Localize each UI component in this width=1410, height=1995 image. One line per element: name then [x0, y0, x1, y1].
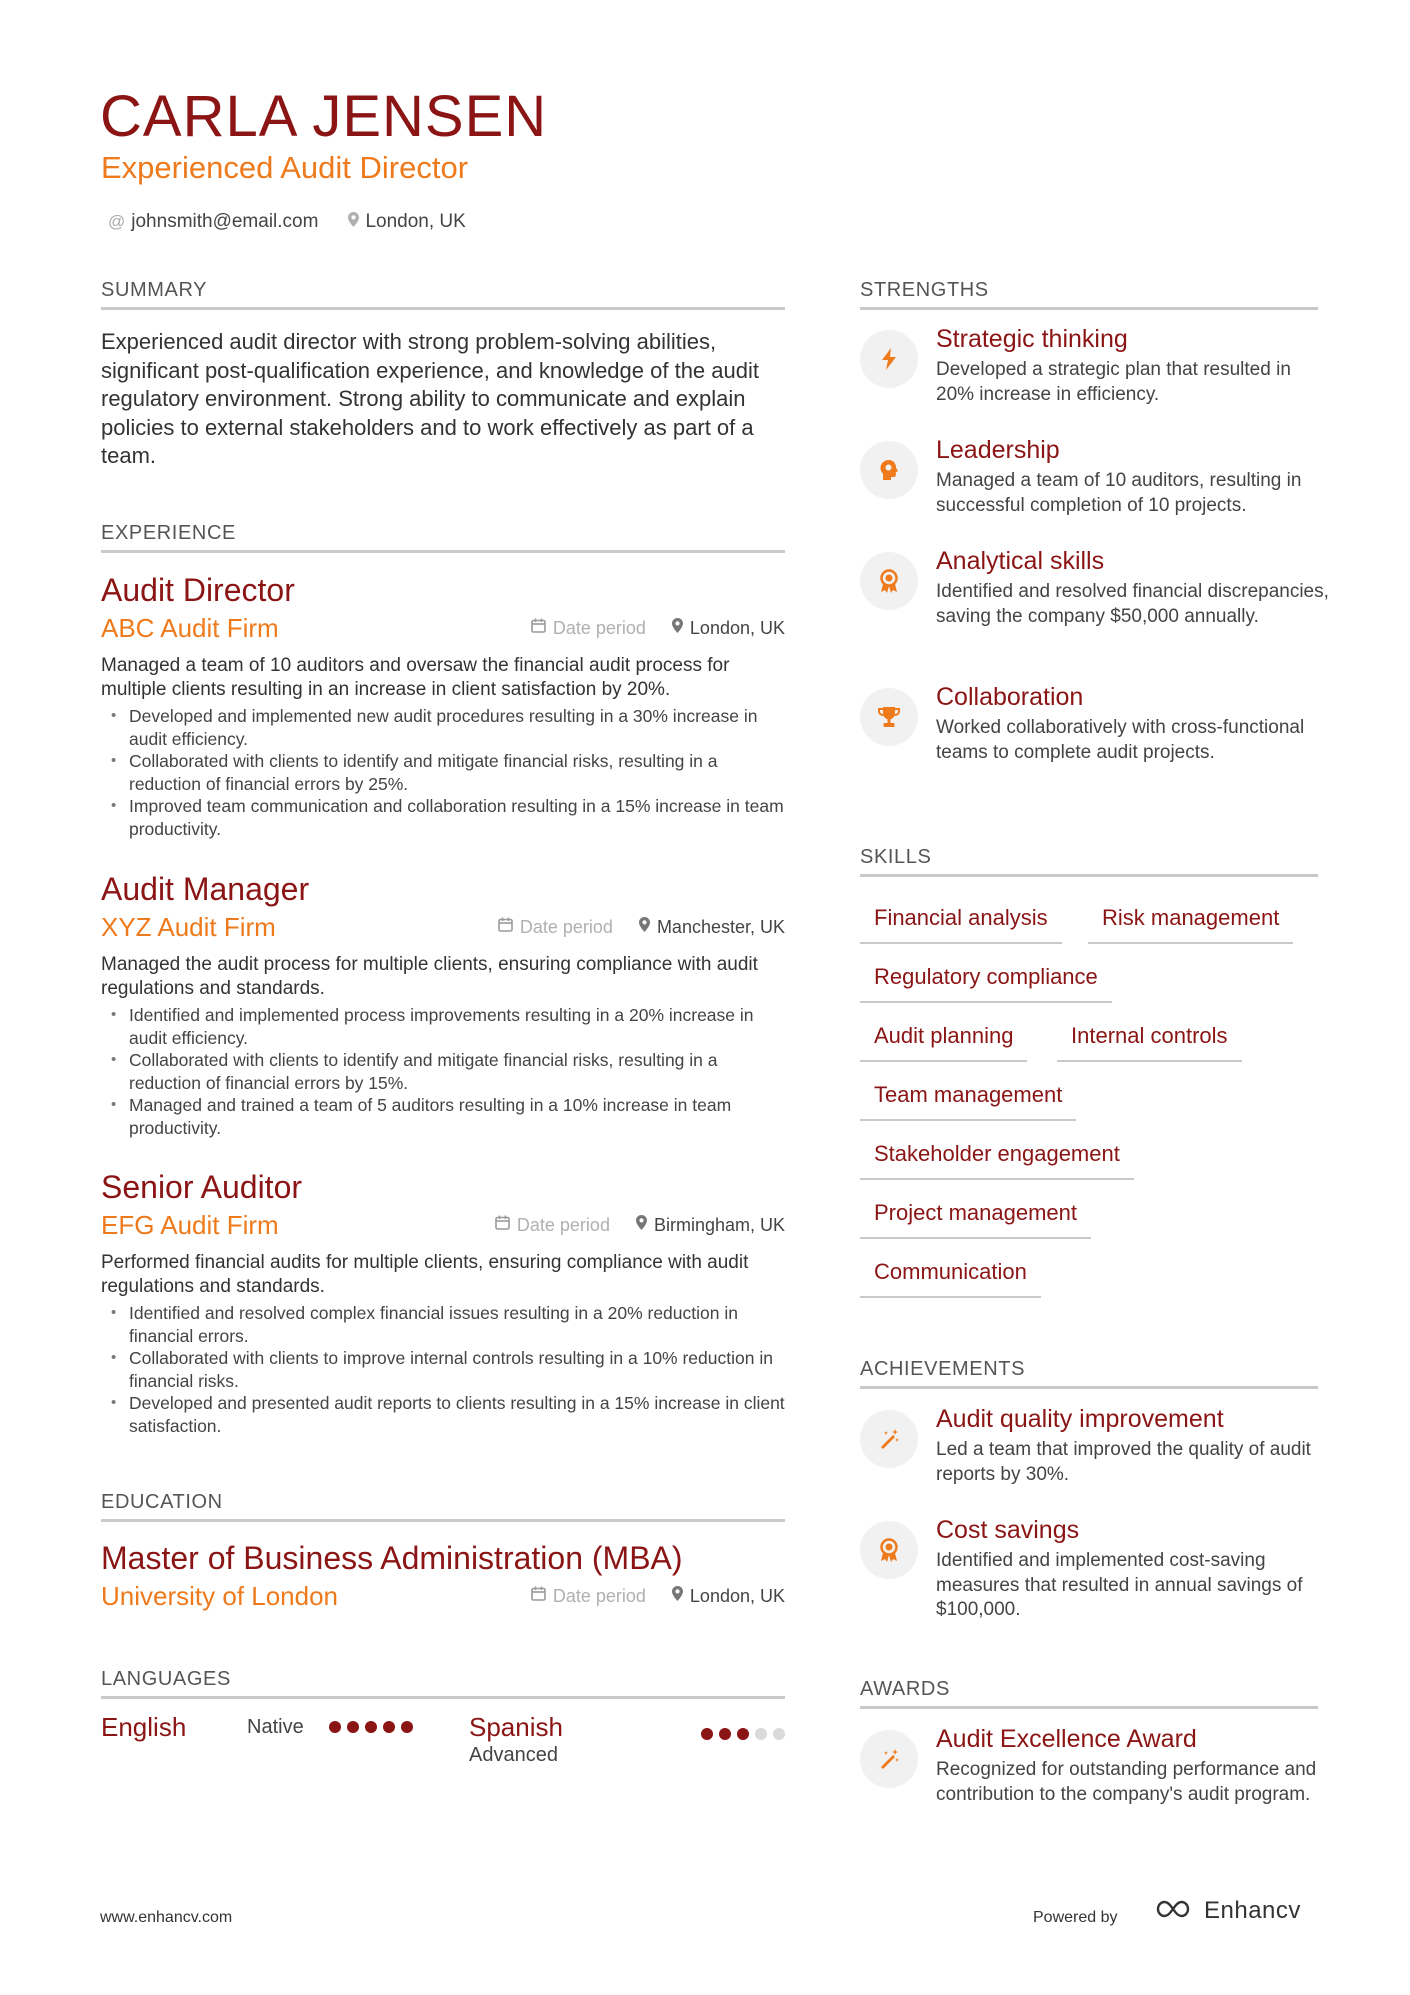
company-name: ABC Audit Firm: [101, 613, 279, 643]
education-item: [101, 1538, 785, 1612]
education-date-text: Date period: [552, 1585, 646, 1606]
job-location-text: Manchester, UK: [656, 916, 785, 937]
skill-tag: Risk management: [1088, 904, 1293, 944]
bullet-item: • Improved team communication and collaboration resulting in a 15% increase in team productivity.: [101, 795, 785, 840]
bullet-item: • Managed and trained a team of 5 auditors resulting in a 10% increase in team productivity.: [101, 1094, 785, 1139]
achievement-title: Cost savings: [936, 1516, 1080, 1544]
achievement-title: Audit quality improvement: [936, 1405, 1224, 1433]
bullet-item: • Collaborated with clients to improve internal controls resulting in a 10% reduction in financial risks.: [101, 1347, 785, 1392]
company-name: XYZ Audit Firm: [101, 912, 276, 942]
job-title: Audit Manager: [101, 871, 310, 907]
strength-title: Leadership: [936, 436, 1060, 464]
bullet-item: • Identified and implemented process improvements resulting in a 20% increase in audit efficiency.: [101, 1004, 785, 1049]
languages-heading: LANGUAGES: [101, 1667, 785, 1699]
experience-item: [101, 869, 785, 1139]
achievement-description: Identified and implemented cost-saving measures that resulted in annual savings of $100,000.: [936, 1550, 1303, 1620]
language-name: Spanish: [469, 1712, 563, 1742]
strength-item: [860, 546, 1330, 629]
skill-tag: Financial analysis: [860, 904, 1062, 944]
awards-heading: AWARDS: [860, 1677, 1318, 1709]
proficiency-dot-filled: [383, 1721, 395, 1733]
proficiency-dot-filled: [701, 1728, 713, 1740]
job-bullets: [101, 1302, 785, 1437]
job-date-text: Date period: [516, 1214, 610, 1235]
candidate-headline: Experienced Audit Director: [101, 150, 469, 185]
footer-website-link[interactable]: www.enhancv.com: [100, 1909, 233, 1926]
job-date: [531, 618, 646, 639]
skill-tag: Internal controls: [1057, 1022, 1242, 1062]
proficiency-dot-filled: [401, 1721, 413, 1733]
strength-item: [860, 324, 1330, 407]
degree-title: Master of Business Administration (MBA): [101, 1540, 683, 1576]
calendar-icon: [531, 1586, 546, 1606]
strengths-heading: STRENGTHS: [860, 278, 1318, 310]
experience-heading: EXPERIENCE: [101, 521, 785, 553]
strength-title: Analytical skills: [936, 547, 1105, 575]
strength-item: [860, 682, 1330, 765]
location-pin-icon: [639, 917, 650, 937]
language-level: Advanced: [469, 1744, 558, 1766]
language-item: [101, 1712, 421, 1742]
skill-tag: Stakeholder engagement: [860, 1140, 1134, 1180]
location-pin-icon: [636, 1215, 647, 1235]
lightning-icon: [860, 330, 918, 388]
job-location: [639, 917, 785, 938]
job-location: [636, 1215, 785, 1236]
skills-heading: SKILLS: [860, 845, 1318, 877]
language-level: Native: [247, 1716, 304, 1738]
contact-location: [348, 210, 465, 234]
job-bullets: [101, 1004, 785, 1139]
calendar-icon: [531, 618, 546, 638]
strength-title: Strategic thinking: [936, 325, 1128, 353]
bullet-item: • Identified and resolved complex financial issues resulting in a 20% reduction in financial errors.: [101, 1302, 785, 1347]
bullet-item: • Collaborated with clients to identify and mitigate financial risks, resulting in a reduction of financial errors by 15%.: [101, 1049, 785, 1094]
education-heading: EDUCATION: [101, 1490, 785, 1522]
bullet-item: • Developed and presented audit reports to clients resulting in a 15% increase in client satisfaction.: [101, 1392, 785, 1437]
job-date-text: Date period: [552, 617, 646, 638]
job-description: Managed a team of 10 auditors and oversaw the financial audit process for multiple clients resulting in an increase in client satisfaction by 20%.: [101, 655, 730, 700]
award-description: Recognized for outstanding performance and contribution to the company's audit program.: [936, 1759, 1317, 1805]
education-location-text: London, UK: [689, 1585, 785, 1606]
skill-tag: Communication: [860, 1258, 1041, 1298]
job-bullets: [101, 705, 785, 840]
award-item: [860, 1724, 1330, 1807]
education-location: [672, 1586, 785, 1607]
location-pin-icon: [348, 210, 359, 234]
location-text: London, UK: [365, 211, 466, 232]
job-title: Senior Auditor: [101, 1169, 303, 1205]
strength-item: [860, 435, 1330, 518]
email-text: johnsmith@email.com: [131, 211, 319, 232]
achievement-item: [860, 1404, 1330, 1487]
school-name: University of London: [101, 1581, 339, 1611]
job-description: Managed the audit process for multiple clients, ensuring compliance with audit regulations and standards.: [101, 954, 758, 999]
enhancv-logo-icon: [1150, 1898, 1196, 1925]
language-proficiency-dots: [329, 1721, 413, 1733]
strength-description: Managed a team of 10 auditors, resulting in successful completion of 10 projects.: [936, 470, 1302, 516]
job-location: [672, 618, 785, 639]
proficiency-dot-filled: [719, 1728, 731, 1740]
award-title: Audit Excellence Award: [936, 1725, 1197, 1753]
proficiency-dot-filled: [365, 1721, 377, 1733]
enhancv-brand[interactable]: [1150, 1897, 1301, 1925]
skill-tag: Team management: [860, 1081, 1076, 1121]
strength-title: Collaboration: [936, 683, 1084, 711]
experience-item: [101, 570, 785, 840]
achievements-heading: ACHIEVEMENTS: [860, 1357, 1318, 1389]
job-location-text: London, UK: [689, 617, 785, 638]
powered-by-label: Powered by: [1033, 1909, 1118, 1926]
company-name: EFG Audit Firm: [101, 1210, 279, 1240]
strength-description: Worked collaboratively with cross-functional teams to complete audit projects.: [936, 717, 1305, 763]
location-pin-icon: [672, 618, 683, 638]
summary-heading: SUMMARY: [101, 278, 785, 310]
contact-info: [108, 210, 466, 234]
location-pin-icon: [672, 1586, 683, 1606]
proficiency-dot-empty: [773, 1728, 785, 1740]
skill-tag: Project management: [860, 1199, 1091, 1239]
medal-icon: [860, 1521, 918, 1579]
calendar-icon: [498, 917, 513, 937]
magic-wand-icon: [860, 1730, 918, 1788]
contact-email[interactable]: [108, 210, 318, 234]
achievement-description: Led a team that improved the quality of audit reports by 30%.: [936, 1439, 1311, 1485]
trophy-icon: [860, 688, 918, 746]
at-icon: @: [108, 212, 126, 231]
medal-icon: [860, 552, 918, 610]
magic-wand-icon: [860, 1410, 918, 1468]
strength-description: Developed a strategic plan that resulted in 20% increase in efficiency.: [936, 359, 1291, 405]
proficiency-dot-empty: [755, 1728, 767, 1740]
job-description: Performed financial audits for multiple clients, ensuring compliance with audit regulations and standards.: [101, 1252, 749, 1297]
summary-text: Experienced audit director with strong problem-solving abilities, significant post-qualification experience, and knowledge of the audit regulatory environment. Strong ability to communicate and explain policies to external stakeholders and to work effectively as part of a team.: [101, 329, 759, 468]
bullet-item: • Developed and implemented new audit procedures resulting in a 30% increase in audit efficiency.: [101, 705, 785, 750]
proficiency-dot-filled: [347, 1721, 359, 1733]
job-date: [495, 1215, 610, 1236]
brand-name: Enhancv: [1204, 1897, 1301, 1924]
experience-item: [101, 1167, 785, 1437]
job-date-text: Date period: [519, 916, 613, 937]
proficiency-dot-filled: [737, 1728, 749, 1740]
skill-tag: Audit planning: [860, 1022, 1027, 1062]
calendar-icon: [495, 1215, 510, 1235]
language-proficiency-dots: [701, 1728, 785, 1740]
head-icon: [860, 441, 918, 499]
strength-description: Identified and resolved financial discrepancies, saving the company $50,000 annually.: [936, 581, 1329, 627]
bullet-item: • Collaborated with clients to identify and mitigate financial risks, resulting in a reduction of financial errors by 25%.: [101, 750, 785, 795]
language-item: [469, 1712, 785, 1768]
language-name: English: [101, 1712, 187, 1742]
education-date: [531, 1586, 646, 1607]
skill-tag: Regulatory compliance: [860, 963, 1112, 1003]
job-date: [498, 917, 613, 938]
job-location-text: Birmingham, UK: [653, 1214, 785, 1235]
candidate-name: CARLA JENSEN: [100, 84, 548, 149]
achievement-item: [860, 1515, 1330, 1623]
proficiency-dot-filled: [329, 1721, 341, 1733]
job-title: Audit Director: [101, 572, 295, 608]
